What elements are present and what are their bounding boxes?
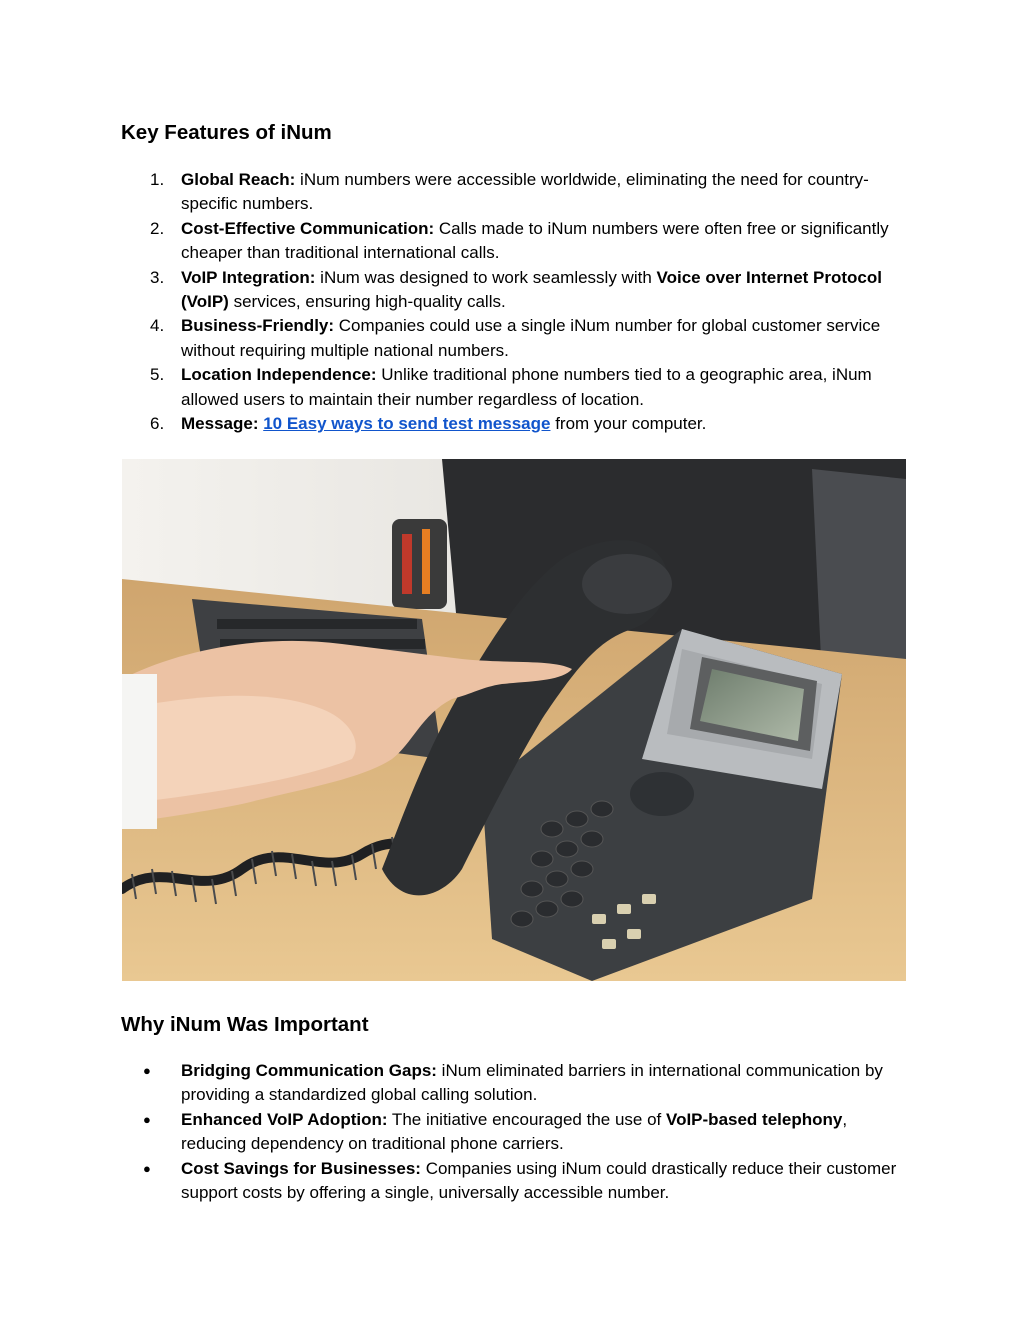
item-text: , reducing dependency on traditional phone carriers. bbox=[181, 1109, 848, 1154]
list-item bbox=[121, 1157, 901, 1206]
item-text: from your computer. bbox=[550, 414, 707, 434]
item-bold-term: Voice over Internet Protocol (VoIP) bbox=[181, 267, 882, 312]
bullet-icon: ● bbox=[143, 1111, 151, 1127]
item-text: iNum numbers were accessible worldwide, eliminating the need for country-specific numbers. bbox=[181, 170, 869, 214]
item-text: Companies could use a single iNum number for global customer service without requiring multiple national numbers. bbox=[181, 316, 881, 360]
list-number: 6. bbox=[150, 414, 165, 434]
desk-phone-photo bbox=[122, 459, 906, 981]
section-heading-why-inum: Why iNum Was Important bbox=[121, 1013, 369, 1036]
item-label: Cost-Effective Communication: bbox=[181, 218, 435, 238]
list-item bbox=[121, 1059, 901, 1108]
item-text: iNum was designed to work seamlessly with bbox=[315, 267, 657, 287]
features-list bbox=[121, 168, 901, 436]
list-item bbox=[121, 1108, 901, 1157]
list-number: 5. bbox=[150, 365, 165, 385]
list-number: 1. bbox=[150, 170, 165, 189]
item-text: The initiative encouraged the use of bbox=[387, 1109, 666, 1129]
list-item bbox=[121, 363, 901, 412]
item-label: Bridging Communication Gaps: bbox=[181, 1061, 437, 1080]
list-number: 4. bbox=[150, 316, 165, 336]
item-text: Companies using iNum could drastically reduce their customer support costs by offering a single, universally accessible number. bbox=[181, 1158, 897, 1203]
bullet-icon: ● bbox=[143, 1063, 151, 1078]
section-heading-key-features: Key Features of iNum bbox=[121, 121, 332, 144]
item-text: services, ensuring high-quality calls. bbox=[228, 292, 506, 312]
item-label: VoIP Integration: bbox=[181, 267, 316, 287]
list-item bbox=[121, 412, 901, 436]
list-item bbox=[121, 168, 901, 217]
list-number: 3. bbox=[150, 267, 165, 287]
item-label: Message: bbox=[181, 414, 264, 434]
item-label: Business-Friendly: bbox=[181, 316, 335, 336]
list-item bbox=[121, 314, 901, 363]
item-label: Global Reach: bbox=[181, 170, 296, 189]
item-text: Calls made to iNum numbers were often free or significantly cheaper than traditional international calls. bbox=[181, 218, 889, 263]
item-text: Unlike traditional phone numbers tied to a geographic area, iNum allowed users to maintain their number regardless of location. bbox=[181, 365, 872, 409]
item-label: Cost Savings for Businesses: bbox=[181, 1158, 421, 1178]
test-message-link[interactable]: 10 Easy ways to send test message bbox=[263, 414, 551, 434]
item-label: Enhanced VoIP Adoption: bbox=[181, 1109, 388, 1129]
item-label: Location Independence: bbox=[181, 365, 377, 385]
list-number: 2. bbox=[150, 218, 165, 238]
item-bold-term: VoIP-based telephony bbox=[666, 1109, 843, 1129]
bullet-icon: ● bbox=[143, 1160, 151, 1176]
item-text: iNum eliminated barriers in international communication by providing a standardized global calling solution. bbox=[181, 1061, 883, 1105]
list-item bbox=[121, 266, 901, 315]
list-item bbox=[121, 217, 901, 266]
why-list bbox=[121, 1059, 901, 1205]
